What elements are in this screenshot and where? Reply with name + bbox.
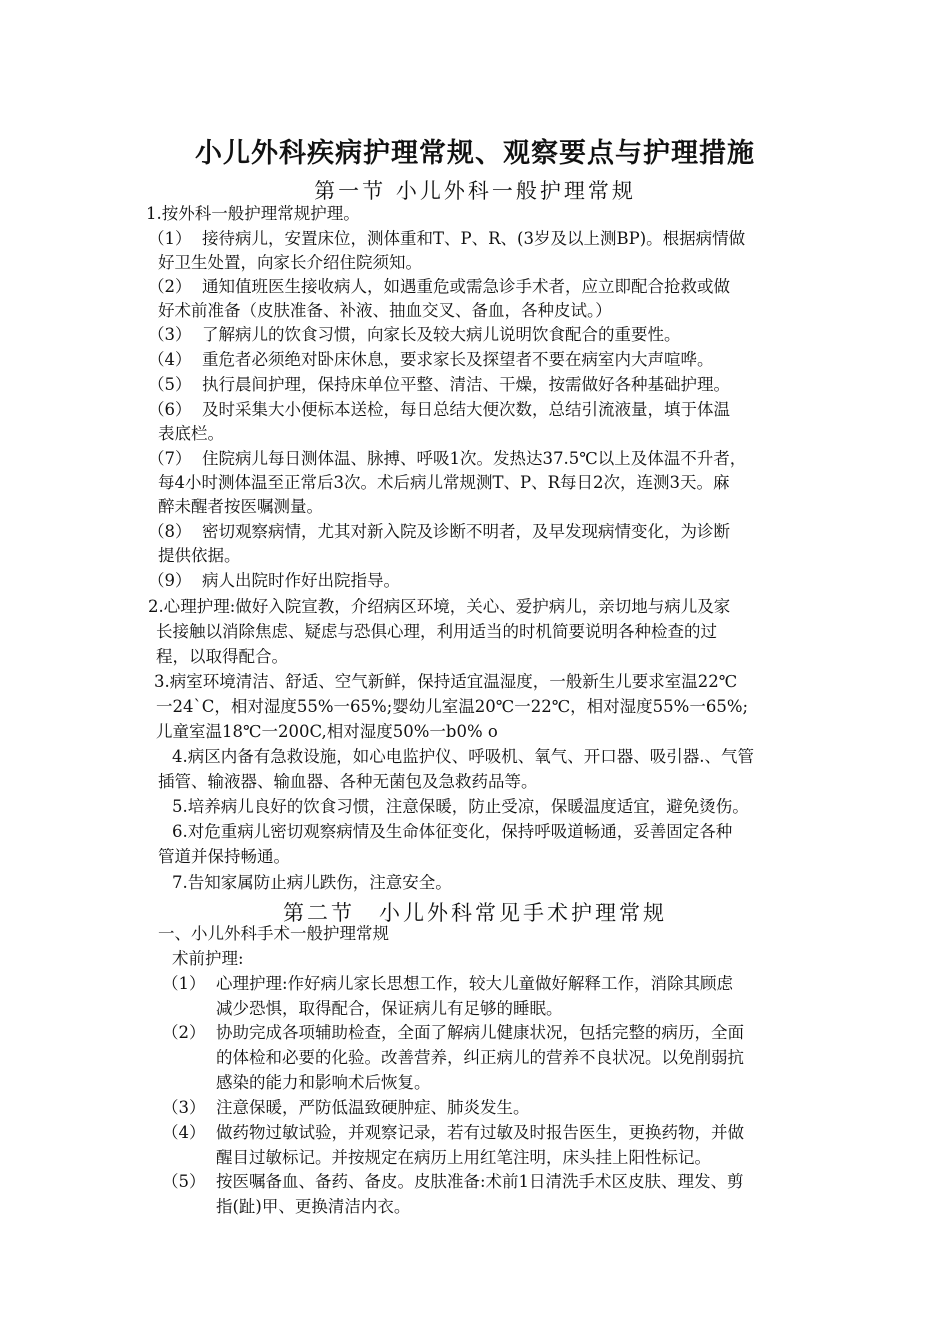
sub-item-text: 每4小时测体温至正常后3次。术后病儿常规测T、P、R每日2次，连测3天。麻	[158, 473, 730, 492]
sub-item-number: （8）	[148, 522, 192, 541]
item-7-text: 7.告知家属防止病儿跌伤，注意安全。	[172, 873, 452, 892]
sub-item-text: 及时采集大小便标本送检，每日总结大便次数，总结引流液量，填于体温	[202, 400, 730, 419]
sub-item-number: （5）	[148, 375, 192, 394]
item-3-text: 一24`C，相对湿度55%一65%;婴幼儿室温20℃一22℃，相对湿度55%一65%;	[156, 697, 749, 716]
sub-item-text: 好卫生处置，向家长介绍住院须知。	[158, 253, 422, 272]
item-6-text: 6.对危重病儿密切观察病情及生命体征变化，保持呼吸道畅通，妥善固定各种	[172, 822, 733, 841]
item-3-text: 儿童室温18℃一200C,相对湿度50%一b0% o	[156, 722, 498, 741]
sub-item-text: 密切观察病情，尤其对新入院及诊断不明者，及早发现病情变化，为诊断	[202, 522, 730, 541]
preop-item-text: 注意保暖，严防低温致硬肿症、肺炎发生。	[216, 1098, 530, 1117]
sub-item-text: 醉未醒者按医嘱测量。	[158, 497, 323, 516]
sub-item-text: 表底栏。	[158, 424, 224, 443]
item-1-label: 1.按外科一般护理常规护理。	[146, 204, 360, 223]
preop-item-text: 按医嘱备血、备药、备皮。皮肤准备:术前1日清洗手术区皮肤、理发、剪	[216, 1172, 744, 1191]
preop-item-number: （1）	[162, 974, 206, 993]
preop-item-number: （3）	[162, 1098, 206, 1117]
item-2-text: 2.心理护理:做好入院宣教，介绍病区环境，关心、爱护病儿，亲切地与病儿及家	[148, 597, 731, 616]
sub-item-text: 提供依据。	[158, 546, 241, 565]
item-4-text: 插管、输液器、输血器、各种无菌包及急救药品等。	[158, 772, 538, 791]
preop-item-text: 指(趾)甲、更换清洁内衣。	[216, 1197, 411, 1216]
sub-item-number: （6）	[148, 400, 192, 419]
preop-item-text: 减少恐惧，取得配合，保证病儿有足够的睡眠。	[216, 999, 563, 1018]
document-title: 小儿外科疾病护理常规、观察要点与护理措施	[195, 138, 755, 169]
preop-item-text: 心理护理:作好病儿家长思想工作，较大儿童做好解释工作，消除其顾虑	[216, 974, 734, 993]
item-2-text: 程，以取得配合。	[156, 647, 288, 666]
sub-item-number: （9）	[148, 571, 192, 590]
section-1-heading: 第一节 小儿外科一般护理常规	[314, 179, 636, 203]
item-4-text: 4.病区内备有急救设施，如心电监护仪、呼吸机、氧气、开口器、吸引器.、气管	[172, 747, 754, 766]
sub-item-number: （2）	[148, 277, 192, 296]
preop-item-number: （5）	[162, 1172, 206, 1191]
sub-item-text: 通知值班医生接收病人，如遇重危或需急诊手术者，应立即配合抢救或做	[202, 277, 730, 296]
item-5-text: 5.培养病儿良好的饮食习惯，注意保暖，防止受凉，保暖温度适宜，避免烫伤。	[172, 797, 749, 816]
sub-item-number: （3）	[148, 325, 192, 344]
sub-item-number: （1）	[148, 229, 192, 248]
preop-item-text: 的体检和必要的化验。改善营养，纠正病儿的营养不良状况。以免削弱抗	[216, 1048, 744, 1067]
preop-label: 术前护理:	[172, 949, 244, 968]
item-6-text: 管道并保持畅通。	[158, 847, 290, 866]
item-2-text: 长接触以消除焦虑、疑虑与恐俱心理，利用适当的时机简要说明各种检查的过	[156, 622, 717, 641]
sub-item-number: （4）	[148, 350, 192, 369]
item-3-text: 3.病室环境清洁、舒适、空气新鲜，保持适宜温湿度，一般新生儿要求室温22℃	[154, 672, 738, 691]
preop-item-text: 醒目过敏标记。并按规定在病历上用红笔注明，床头挂上阳性标记。	[216, 1148, 711, 1167]
preop-item-number: （2）	[162, 1023, 206, 1042]
sub-item-text: 病人出院时作好出院指导。	[202, 571, 400, 590]
sub-item-text: 了解病儿的饮食习惯，向家长及较大病儿说明饮食配合的重要性。	[202, 325, 681, 344]
preop-item-number: （4）	[162, 1123, 206, 1142]
sub-item-text: 接待病儿，安置床位，测体重和T、P、R、(3岁及以上测BP)。根据病情做	[202, 229, 746, 248]
sub-item-text: 好术前准备（皮肤准备、补液、抽血交叉、备血，各种皮试。）	[158, 301, 612, 320]
section-2-heading: 第二节 小儿外科常见手术护理常规	[283, 901, 667, 925]
sub-item-text: 重危者必须绝对卧床休息，要求家长及探望者不要在病室内大声喧哗。	[202, 350, 714, 369]
preop-item-text: 感染的能力和影响术后恢复。	[216, 1073, 431, 1092]
preop-item-text: 协助完成各项辅助检查，全面了解病儿健康状况，包括完整的病历，全面	[216, 1023, 744, 1042]
preop-item-text: 做药物过敏试验，并观察记录，若有过敏及时报告医生，更换药物，并做	[216, 1123, 744, 1142]
sub-item-text: 执行晨间护理，保持床单位平整、清洁、干燥，按需做好各种基础护理。	[202, 375, 730, 394]
sub-item-text: 住院病儿每日测体温、脉搏、呼吸1次。发热达37.5℃以上及体温不升者，	[202, 449, 747, 468]
section-2-subheading: 一、小儿外科手术一般护理常规	[158, 924, 389, 943]
sub-item-number: （7）	[148, 449, 192, 468]
